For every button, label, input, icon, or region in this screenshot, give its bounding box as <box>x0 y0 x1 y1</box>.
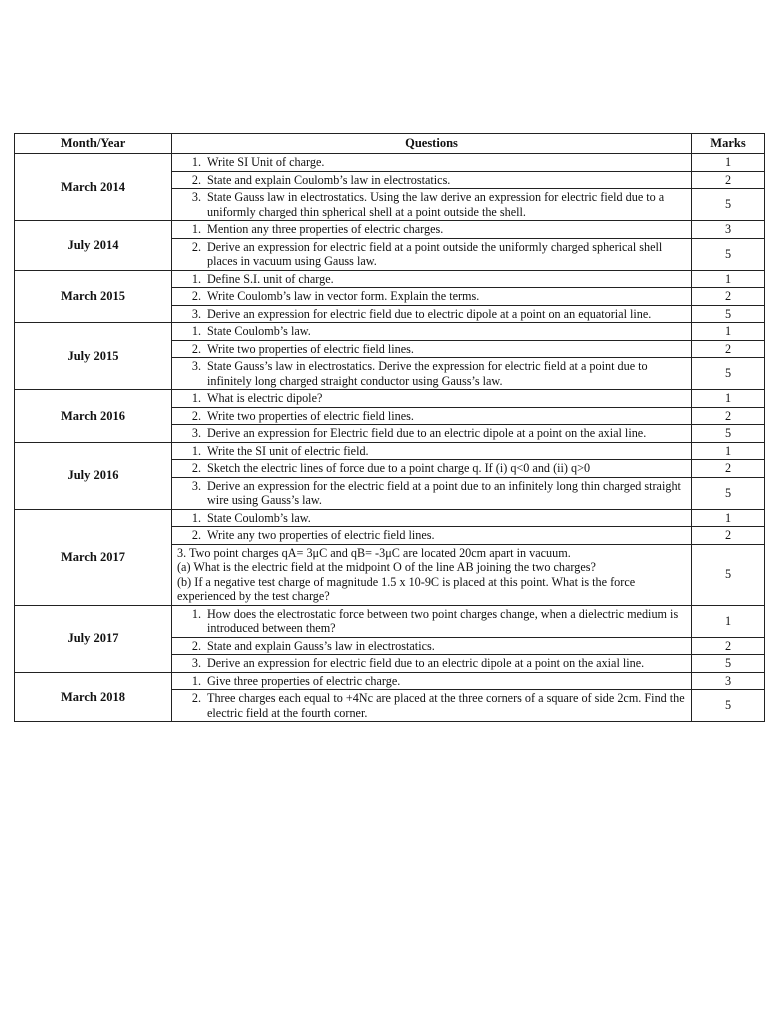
period-cell: March 2014 <box>15 154 172 221</box>
question-text: Write two properties of electric field lines. <box>207 408 414 423</box>
marks-cell: 1 <box>692 442 765 460</box>
header-row <box>15 134 765 154</box>
marks-cell: 3 <box>692 221 765 239</box>
question-number: 1. <box>191 324 201 338</box>
question-text: State and explain Gauss’s law in electrostatics. <box>207 638 435 653</box>
table-row <box>15 442 765 460</box>
question-text: Derive an expression for Electric field due to an electric dipole at a point on the axial line. <box>207 426 647 440</box>
question-cell <box>172 305 692 323</box>
marks-cell: 2 <box>692 171 765 189</box>
question-line: (b) If a negative test charge of magnitude 1.5 x 10-9C is placed at this point. What is the force experienced by the test charge? <box>177 574 636 603</box>
marks-cell: 2 <box>692 460 765 478</box>
question-text: Derive an expression for electric field at a point outside the uniformly charged spherical shell places in vacuum using Gauss law. <box>207 239 663 268</box>
question-text: State Coulomb’s law. <box>207 324 311 338</box>
table-row <box>15 221 765 239</box>
question-text: State Gauss law in electrostatics. Using the law derive an expression for electric field due to a uniformly charged thin spherical shell at a point outside the shell. <box>207 190 665 219</box>
question-text: Sketch the electric lines of force due to a point charge q. If (i) q<0 and (ii) q>0 <box>207 461 591 475</box>
marks-cell: 2 <box>692 407 765 425</box>
question-text: How does the electrostatic force between two point charges change, when a dielectric medium is introduced between them? <box>207 606 679 635</box>
marks-cell: 2 <box>692 288 765 306</box>
question-cell <box>172 425 692 443</box>
period-cell: March 2018 <box>15 672 172 722</box>
question-number: 1. <box>191 510 201 525</box>
question-cell <box>172 323 692 341</box>
header-questions: Questions <box>172 134 692 154</box>
question-text: Give three properties of electric charge. <box>207 673 401 688</box>
question-text: Mention any three properties of electric charges. <box>207 222 444 236</box>
table-row <box>15 509 765 527</box>
marks-cell: 3 <box>692 672 765 690</box>
question-cell <box>172 407 692 425</box>
question-number: 2. <box>191 528 201 542</box>
marks-cell: 5 <box>692 544 765 605</box>
header-marks: Marks <box>692 134 765 154</box>
question-cell <box>172 605 692 637</box>
question-text: State and explain Coulomb’s law in electrostatics. <box>207 172 451 187</box>
table-row <box>15 323 765 341</box>
period-cell: March 2015 <box>15 270 172 323</box>
table-row <box>15 605 765 637</box>
question-cell <box>172 238 692 270</box>
marks-cell: 5 <box>692 305 765 323</box>
question-number: 3. <box>191 190 201 204</box>
question-text: Derive an expression for electric field due to an electric dipole at a point on the axial line. <box>207 656 645 670</box>
period-cell: July 2016 <box>15 442 172 509</box>
question-cell <box>172 171 692 189</box>
question-cell <box>172 340 692 358</box>
question-cell <box>172 154 692 172</box>
question-text: Define S.I. unit of charge. <box>207 271 334 286</box>
question-number: 3. <box>191 359 201 373</box>
question-number: 3. <box>191 656 201 670</box>
question-cell <box>172 288 692 306</box>
question-cell <box>172 690 692 722</box>
question-line: (a) What is the electric field at the midpoint O of the line AB joining the two charges? <box>177 560 596 574</box>
marks-cell: 1 <box>692 154 765 172</box>
marks-cell: 1 <box>692 270 765 288</box>
table-row <box>15 390 765 408</box>
marks-cell: 1 <box>692 509 765 527</box>
marks-cell: 5 <box>692 477 765 509</box>
question-text: Write Coulomb’s law in vector form. Explain the terms. <box>207 289 480 303</box>
question-table <box>14 133 765 722</box>
question-number: 1. <box>191 155 201 169</box>
question-cell <box>172 270 692 288</box>
marks-cell: 2 <box>692 637 765 655</box>
marks-cell: 5 <box>692 189 765 221</box>
marks-cell: 1 <box>692 605 765 637</box>
marks-cell: 1 <box>692 390 765 408</box>
question-cell <box>172 527 692 545</box>
question-cell <box>172 221 692 239</box>
question-number: 2. <box>191 638 201 653</box>
question-text: Three charges each equal to +4Nc are placed at the three corners of a square of side 2cm. Find the electric field at the fourth corner. <box>207 691 685 720</box>
question-number: 2. <box>191 408 201 423</box>
question-text: State Coulomb’s law. <box>207 510 311 525</box>
marks-cell: 1 <box>692 323 765 341</box>
question-cell <box>172 189 692 221</box>
question-text <box>177 546 682 604</box>
question-number: 2. <box>191 461 201 475</box>
question-number: 1. <box>191 606 201 621</box>
marks-cell: 2 <box>692 527 765 545</box>
marks-cell: 2 <box>692 340 765 358</box>
question-number: 3. <box>191 426 201 440</box>
marks-cell: 5 <box>692 655 765 673</box>
period-cell: July 2017 <box>15 605 172 672</box>
period-cell: July 2015 <box>15 323 172 390</box>
question-cell <box>172 358 692 390</box>
question-number: 1. <box>191 673 201 688</box>
question-number: 2. <box>191 289 201 303</box>
question-text: State Gauss’s law in electrostatics. Derive the expression for electric field at a point due to infinitely long charged straight conductor using Gauss’s law. <box>207 359 648 388</box>
question-line: 3. Two point charges qA= 3μC and qB= -3μC are located 20cm apart in vacuum. <box>177 545 571 560</box>
question-cell <box>172 509 692 527</box>
marks-cell: 5 <box>692 690 765 722</box>
question-number: 3. <box>191 478 201 493</box>
question-text: What is electric dipole? <box>207 391 323 405</box>
question-text: Write SI Unit of charge. <box>207 155 325 169</box>
question-text: Write any two properties of electric field lines. <box>207 528 435 542</box>
table-row <box>15 154 765 172</box>
question-number: 2. <box>191 691 201 705</box>
question-number: 2. <box>191 239 201 254</box>
question-number: 1. <box>191 391 201 405</box>
question-text: Write two properties of electric field lines. <box>207 341 414 356</box>
question-cell <box>172 544 692 605</box>
question-cell <box>172 672 692 690</box>
question-number: 1. <box>191 222 201 236</box>
table-row <box>15 672 765 690</box>
question-number: 2. <box>191 172 201 187</box>
header-month: Month/Year <box>15 134 172 154</box>
period-cell: March 2017 <box>15 509 172 605</box>
marks-cell: 5 <box>692 425 765 443</box>
marks-cell: 5 <box>692 238 765 270</box>
question-cell <box>172 637 692 655</box>
period-cell: July 2014 <box>15 221 172 271</box>
question-cell <box>172 442 692 460</box>
table-body <box>15 154 765 722</box>
question-number: 3. <box>191 306 201 321</box>
table-row <box>15 270 765 288</box>
question-number: 2. <box>191 341 201 356</box>
question-text: Derive an expression for the electric field at a point due to an infinitely long thin charged straight wire using Gauss’s law. <box>207 478 681 507</box>
question-text: Write the SI unit of electric field. <box>207 443 369 458</box>
question-number: 1. <box>191 271 201 286</box>
question-number: 1. <box>191 443 201 458</box>
question-cell <box>172 390 692 408</box>
question-cell <box>172 477 692 509</box>
period-cell: March 2016 <box>15 390 172 443</box>
question-text: Derive an expression for electric field due to electric dipole at a point on an equatorial line. <box>207 306 652 321</box>
question-cell <box>172 655 692 673</box>
question-cell <box>172 460 692 478</box>
marks-cell: 5 <box>692 358 765 390</box>
